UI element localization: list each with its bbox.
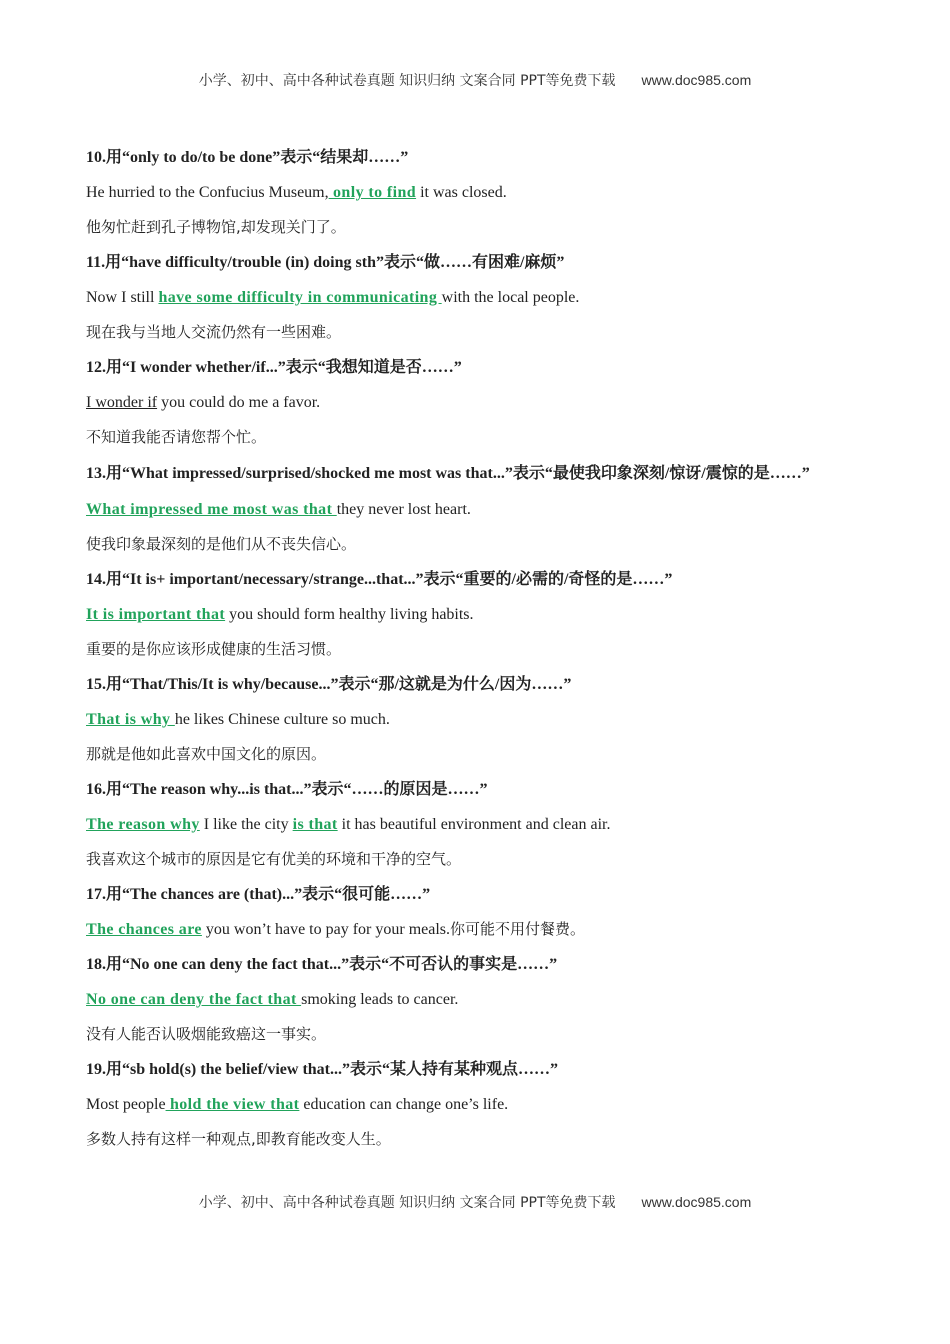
translation: 没有人能否认吸烟能致癌这一事实。 bbox=[86, 1025, 327, 1043]
key-phrase: That is why bbox=[86, 711, 175, 728]
key-phrase: No one can deny the fact that bbox=[86, 991, 302, 1008]
translation: 使我印象最深刻的是他们从不丧失信心。 bbox=[86, 535, 357, 553]
example-sentence: It is important that you should form healthy living habits. bbox=[86, 606, 474, 623]
translation: 那就是他如此喜欢中国文化的原因。 bbox=[86, 745, 327, 763]
translation: 多数人持有这样一种观点,即教育能改变人生。 bbox=[86, 1130, 391, 1148]
page-footer bbox=[0, 1192, 950, 1212]
item-heading: 13.用“What impressed/surprised/shocked me most was that...”表示“最使我印象深刻/惊讶/震惊的是……” bbox=[86, 465, 810, 482]
example-sentence: I wonder if you could do me a favor. bbox=[86, 394, 321, 411]
example-sentence: Now I still have some difficulty in communicating with the local people. bbox=[86, 289, 580, 306]
header-text: 小学、初中、高中各种试卷真题 知识归纳 文案合同 PPT等免费下载 bbox=[198, 73, 616, 89]
item-heading: 17.用“The chances are (that)...”表示“很可能……” bbox=[86, 886, 431, 903]
example-sentence: The chances are you won’t have to pay for your meals.你可能不用付餐费。 bbox=[86, 920, 586, 938]
item-heading: 10.用“only to do/to be done”表示“结果却……” bbox=[86, 149, 409, 166]
example-sentence: That is why he likes Chinese culture so much. bbox=[86, 711, 390, 728]
item-heading: 19.用“sb hold(s) the belief/view that...”表示“某人持有某种观点……” bbox=[86, 1061, 559, 1078]
example-sentence: No one can deny the fact that smoking leads to cancer. bbox=[86, 991, 459, 1008]
item-heading: 18.用“No one can deny the fact that...”表示“不可否认的事实是……” bbox=[86, 956, 558, 973]
key-phrase: hold the view that bbox=[165, 1096, 300, 1113]
footer-site-link[interactable]: www.doc985.com bbox=[641, 1194, 752, 1210]
translation: 现在我与当地人交流仍然有一些困难。 bbox=[86, 323, 342, 341]
key-phrase: It is important that bbox=[86, 606, 226, 623]
example-sentence: The reason why I like the city is that it has beautiful environment and clean air. bbox=[86, 816, 611, 833]
key-phrase: have some difficulty in communicating bbox=[158, 289, 442, 306]
translation: 重要的是你应该形成健康的生活习惯。 bbox=[86, 640, 342, 658]
page-header bbox=[0, 70, 950, 90]
item-heading: 12.用“I wonder whether/if...”表示“我想知道是否……” bbox=[86, 359, 462, 376]
key-phrase: The chances are bbox=[86, 921, 202, 938]
item-heading: 14.用“It is+ important/necessary/strange...that...”表示“重要的/必需的/奇怪的是……” bbox=[86, 571, 673, 588]
example-sentence: What impressed me most was that they never lost heart. bbox=[86, 501, 471, 518]
key-phrase-2: is that bbox=[292, 816, 338, 833]
example-sentence: He hurried to the Confucius Museum, only to find it was closed. bbox=[86, 184, 507, 201]
item-heading: 15.用“That/This/It is why/because...”表示“那/这就是为什么/因为……” bbox=[86, 676, 572, 693]
item-heading: 11.用“have difficulty/trouble (in) doing sth”表示“做……有困难/麻烦” bbox=[86, 254, 565, 271]
key-phrase: only to find bbox=[328, 184, 417, 201]
translation: 不知道我能否请您帮个忙。 bbox=[86, 428, 267, 446]
key-phrase: The reason why bbox=[86, 816, 200, 833]
header-site-link[interactable]: www.doc985.com bbox=[641, 72, 752, 88]
inline-translation: 你可能不用付餐费。 bbox=[450, 920, 586, 938]
key-phrase: I wonder if bbox=[86, 394, 158, 411]
key-phrase: What impressed me most was that bbox=[86, 501, 337, 518]
translation: 他匆忙赶到孔子博物馆,却发现关门了。 bbox=[86, 218, 346, 236]
translation: 我喜欢这个城市的原因是它有优美的环境和干净的空气。 bbox=[86, 850, 462, 868]
item-heading: 16.用“The reason why...is that...”表示“……的原因是……” bbox=[86, 781, 488, 798]
example-sentence: Most people hold the view that education can change one’s life. bbox=[86, 1096, 509, 1113]
footer-text: 小学、初中、高中各种试卷真题 知识归纳 文案合同 PPT等免费下载 bbox=[198, 1195, 616, 1211]
exercise-content bbox=[86, 140, 866, 1157]
